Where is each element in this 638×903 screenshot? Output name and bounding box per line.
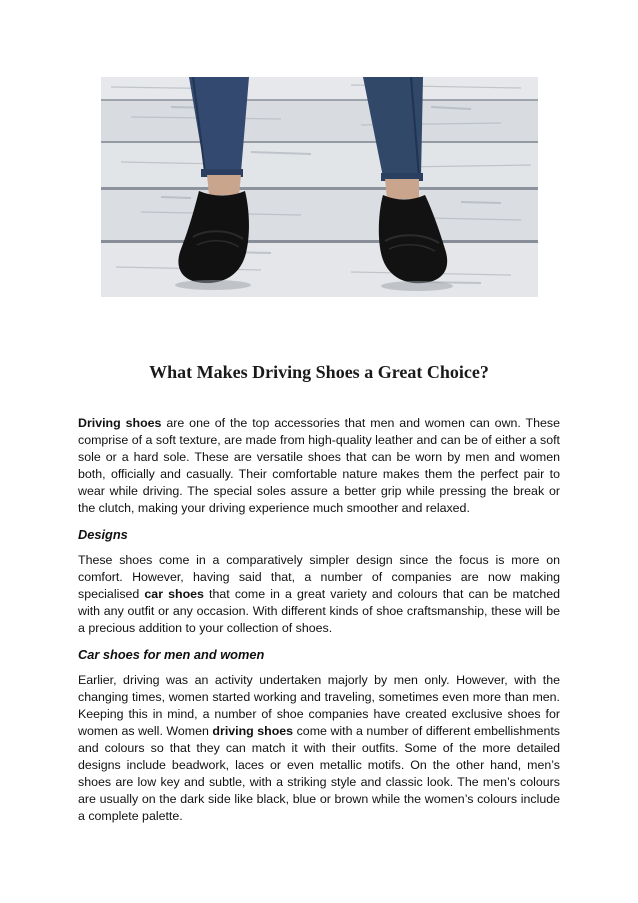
intro-text: are one of the top accessories that men and women can own. These comprise of a soft texture, are made from high-quality leather and can be of either a soft sole or a hard sole. These are versatile shoes that can be worn by men and women both, officially and casually. Their comfortable nature makes them the perfect pair to wear while driving. The special soles assure a better grip while pressing the break or the clutch, making your driving experience much smoother and relaxed. [78, 416, 560, 515]
intro-bold-lead: Driving shoes [78, 416, 162, 430]
car-shoes-heading: Car shoes for men and women [78, 647, 265, 662]
hero-photo [101, 77, 538, 297]
page-title: What Makes Driving Shoes a Great Choice? [149, 362, 489, 383]
designs-paragraph [78, 552, 560, 637]
car-shoes-text-2: come with a number of different embellishments and colours so that they can match it with their outfits. Some of the more detailed designs include beadwork, laces or even metallic motifs. On the other hand, men’s shoes are low key and subtle, with a striking style and classic look. The men’s colours are usually on the dark side like black, blue or brown while the women’s colours include a complete palette. [78, 724, 561, 823]
article-body [78, 415, 560, 834]
designs-text-2: that come in a great variety and colours that can be matched with any outfit or any occasion. With different kinds of shoe craftsmanship, these will be a precious addition to your collection of shoes. [78, 587, 560, 635]
car-shoes-text-1: Earlier, driving was an activity undertaken majorly by men only. However, with the changing times, women started working and traveling, sometimes even more than men. Keeping this in mind, a number of shoe companies have created exclusive shoes for women as well. Women [78, 673, 560, 738]
designs-heading: Designs [78, 527, 128, 542]
car-shoes-paragraph [78, 672, 560, 825]
designs-bold: car shoes [144, 587, 204, 601]
intro-paragraph [78, 415, 560, 517]
car-shoes-bold: driving shoes [212, 724, 294, 738]
designs-text-1: These shoes come in a comparatively simpler design since the focus is more on comfort. However, having said that, a number of companies are now making specialised [78, 553, 560, 601]
